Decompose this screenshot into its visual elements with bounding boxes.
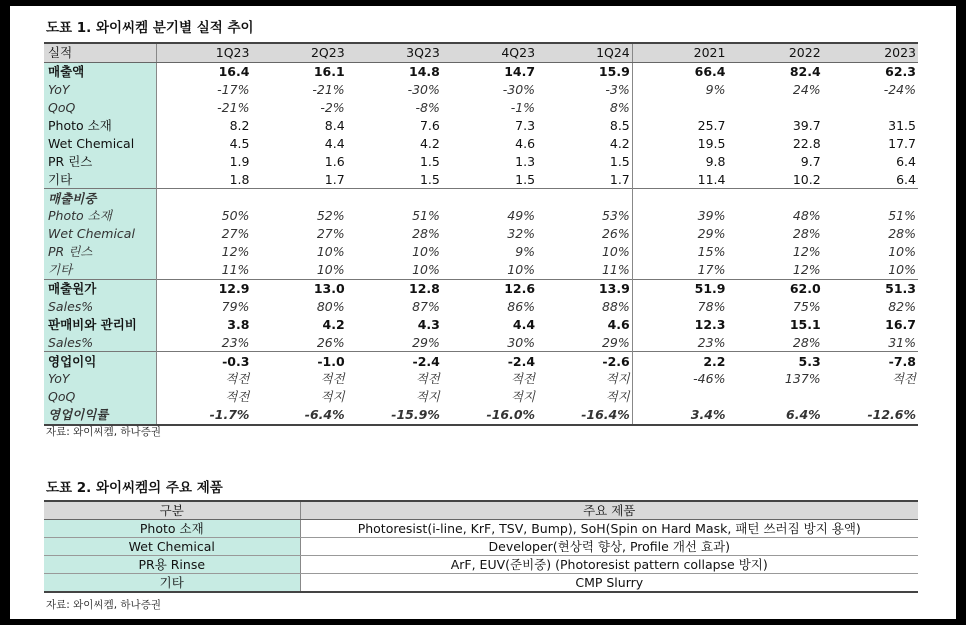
- value-cell: [442, 189, 537, 207]
- value-cell: 17%: [632, 261, 727, 279]
- row-label: 영업이익률: [44, 406, 156, 425]
- value-cell: 16.4: [218, 64, 250, 80]
- row-label: 영업이익: [44, 352, 156, 370]
- value-cell: 적전: [510, 371, 536, 387]
- value-cell: 10%: [316, 244, 345, 260]
- value-cell: 62.3: [885, 64, 916, 80]
- value-cell: 4.4: [324, 135, 345, 151]
- value-cell: -2%: [320, 100, 345, 116]
- value-cell: 9.7: [800, 153, 821, 169]
- value-cell: -2.4: [442, 352, 537, 370]
- row-label: Sales%: [44, 297, 156, 315]
- row-label: QoQ: [44, 99, 156, 117]
- value-cell: -2.6: [537, 352, 632, 370]
- value-cell: 10%: [507, 262, 536, 278]
- value-cell: 4.6: [607, 316, 630, 332]
- value-cell: [823, 189, 918, 207]
- value-cell: 12%: [792, 262, 821, 278]
- value-cell: 23%: [632, 333, 727, 351]
- value-cell: 적전: [320, 371, 345, 387]
- value-cell: -6.4%: [251, 406, 346, 425]
- value-cell: 1.7: [609, 171, 630, 187]
- header-cell: 1Q24: [537, 43, 632, 62]
- value-cell: 28%: [792, 226, 821, 242]
- value-cell: 87%: [412, 298, 440, 314]
- value-cell: 29%: [601, 334, 630, 350]
- value-cell: 26%: [316, 334, 345, 350]
- value-cell: -46%: [632, 370, 727, 388]
- value-cell: -21%: [312, 82, 345, 98]
- value-cell: [347, 189, 442, 207]
- value-cell: 4.2: [419, 135, 440, 151]
- value-cell: 51%: [888, 208, 916, 224]
- table-row: [44, 189, 918, 207]
- value-cell: 88%: [601, 298, 630, 314]
- value-cell: -8%: [415, 100, 440, 116]
- value-cell: 11.4: [632, 170, 727, 188]
- value-cell: -12.6%: [823, 406, 918, 425]
- table-row: [44, 388, 918, 406]
- value-cell: 14.8: [409, 64, 440, 80]
- category-cell: 기타: [44, 574, 300, 593]
- table-row: [44, 225, 918, 243]
- value-cell: 137%: [784, 371, 821, 387]
- table-row: [44, 406, 918, 425]
- table-row: [44, 99, 918, 117]
- value-cell: 25.7: [632, 117, 727, 135]
- value-cell: 82%: [888, 298, 916, 314]
- value-cell: 16.1: [313, 64, 345, 80]
- value-cell: [823, 388, 918, 406]
- header-cell: 2023: [823, 43, 918, 62]
- header-cell: 2Q23: [251, 43, 346, 62]
- value-cell: 12.6: [442, 279, 537, 297]
- value-cell: 10%: [888, 244, 916, 260]
- table-row: [44, 279, 918, 297]
- value-cell: 19.5: [632, 134, 727, 152]
- row-label: 판매비와 관리비: [44, 315, 156, 333]
- value-cell: 9.8: [632, 152, 727, 170]
- value-cell: 3.8: [227, 316, 250, 332]
- products-table: [44, 500, 918, 593]
- value-cell: 27%: [316, 226, 345, 242]
- value-cell: 6.4: [896, 153, 916, 169]
- value-cell: 51.9: [632, 279, 727, 297]
- value-cell: 51%: [412, 208, 440, 224]
- value-cell: 12.8: [347, 279, 442, 297]
- table2-title: 도표 2. 와이씨켐의 주요 제품: [46, 480, 223, 496]
- quarterly-results-table: [44, 42, 918, 426]
- value-cell: 29%: [412, 334, 440, 350]
- value-cell: 10%: [888, 262, 916, 278]
- value-cell: [632, 189, 727, 207]
- row-label: Wet Chemical: [44, 134, 156, 152]
- value-cell: 적지: [320, 389, 345, 405]
- value-cell: 12.3: [632, 315, 727, 333]
- category-cell: Wet Chemical: [44, 538, 300, 556]
- row-label: PR 린스: [44, 152, 156, 170]
- value-cell: 15.9: [598, 64, 630, 80]
- value-cell: 12%: [792, 244, 821, 260]
- value-cell: 적전: [415, 371, 440, 387]
- value-cell: 2.2: [632, 352, 727, 370]
- value-cell: [727, 99, 822, 117]
- row-label: 매출비중: [44, 189, 156, 207]
- row-label: Photo 소재: [44, 207, 156, 225]
- value-cell: 12.9: [156, 279, 251, 297]
- value-cell: 28%: [888, 226, 916, 242]
- value-cell: 4.5: [229, 135, 250, 151]
- row-label: 기타: [44, 261, 156, 279]
- value-cell: 4.4: [512, 316, 536, 332]
- value-cell: 31.5: [888, 118, 916, 133]
- value-cell: [632, 388, 727, 406]
- value-cell: -21%: [217, 100, 250, 116]
- value-cell: -16.4%: [537, 406, 632, 425]
- value-cell: 9%: [632, 81, 727, 99]
- product-cell: Photoresist(i-line, KrF, TSV, Bump), SoH(Spin on Hard Mask, 패턴 쓰러짐 방지 용액): [300, 520, 918, 538]
- product-cell: CMP Slurry: [300, 574, 918, 593]
- row-label: 기타: [44, 170, 156, 188]
- header-cell: 1Q23: [156, 43, 251, 62]
- value-cell: -24%: [883, 82, 916, 98]
- value-cell: 7.6: [419, 118, 440, 133]
- value-cell: 8.5: [609, 118, 630, 133]
- value-cell: 적지: [605, 389, 630, 405]
- value-cell: 32%: [507, 226, 536, 242]
- value-cell: 1.9: [229, 153, 250, 169]
- value-cell: 11%: [601, 262, 630, 278]
- table-row: [44, 207, 918, 225]
- value-cell: 52%: [316, 208, 345, 224]
- value-cell: 10.2: [792, 171, 821, 187]
- value-cell: 1.5: [419, 171, 440, 187]
- table-row: [44, 261, 918, 279]
- value-cell: 51.3: [823, 279, 918, 297]
- table-row: [44, 170, 918, 188]
- table-row: [44, 556, 918, 574]
- table1-source: 자료: 와이씨켐, 하나증권: [46, 426, 161, 438]
- category-cell: Photo 소재: [44, 520, 300, 538]
- value-cell: 1.7: [324, 171, 345, 187]
- value-cell: -1.7%: [156, 406, 251, 425]
- row-label: QoQ: [44, 388, 156, 406]
- value-cell: 22.8: [792, 135, 821, 151]
- value-cell: [727, 189, 822, 207]
- value-cell: -1%: [510, 100, 536, 116]
- value-cell: 86%: [507, 298, 536, 314]
- row-label: Wet Chemical: [44, 225, 156, 243]
- header-cell: 실적: [44, 43, 156, 62]
- table-row: [44, 62, 918, 80]
- header-cell: 구분: [44, 501, 300, 520]
- table-row: [44, 352, 918, 370]
- value-cell: 24%: [792, 82, 821, 98]
- header-cell: 주요 제품: [300, 501, 918, 520]
- value-cell: -30%: [407, 82, 440, 98]
- header-cell: 2021: [632, 43, 727, 62]
- value-cell: 6.4%: [727, 406, 822, 425]
- value-cell: 79%: [221, 298, 250, 314]
- value-cell: 27%: [221, 226, 250, 242]
- value-cell: 82.4: [789, 64, 821, 80]
- value-cell: 8%: [609, 100, 630, 116]
- value-cell: 50%: [221, 208, 250, 224]
- value-cell: -3%: [605, 82, 630, 98]
- table-row: [44, 538, 918, 556]
- value-cell: 6.4: [896, 171, 916, 187]
- table-row: [44, 134, 918, 152]
- value-cell: [823, 99, 918, 117]
- value-cell: 78%: [632, 297, 727, 315]
- table1-title: 도표 1. 와이씨켐 분기별 실적 추이: [46, 20, 254, 36]
- table-row: [44, 520, 918, 538]
- value-cell: 13.0: [251, 279, 346, 297]
- value-cell: 9%: [515, 244, 536, 260]
- table-row: [44, 370, 918, 388]
- value-cell: 48%: [792, 208, 821, 224]
- value-cell: 14.7: [504, 64, 536, 80]
- value-cell: 53%: [601, 208, 630, 224]
- table-row: [44, 297, 918, 315]
- value-cell: -7.8: [823, 352, 918, 370]
- table2-header-row: [44, 501, 918, 520]
- value-cell: 75%: [792, 298, 821, 314]
- value-cell: 1.6: [324, 153, 345, 169]
- value-cell: -16.0%: [442, 406, 537, 425]
- table-row: [44, 117, 918, 135]
- category-cell: PR용 Rinse: [44, 556, 300, 574]
- value-cell: 4.6: [515, 135, 536, 151]
- value-cell: 13.9: [537, 279, 632, 297]
- value-cell: 28%: [792, 334, 821, 350]
- value-cell: 4.3: [417, 316, 440, 332]
- product-cell: ArF, EUV(준비중) (Photoresist pattern collapse 방지): [300, 556, 918, 574]
- value-cell: [156, 189, 251, 207]
- report-page: [10, 6, 956, 619]
- value-cell: -30%: [502, 82, 536, 98]
- row-label: 매출액: [44, 62, 156, 80]
- value-cell: 8.2: [229, 118, 250, 133]
- row-label: PR 린스: [44, 243, 156, 261]
- value-cell: 10%: [412, 244, 440, 260]
- product-cell: Developer(현상력 향상, Profile 개선 효과): [300, 538, 918, 556]
- row-label: Photo 소재: [44, 117, 156, 135]
- value-cell: 15%: [632, 243, 727, 261]
- value-cell: -1.0: [251, 352, 346, 370]
- value-cell: 62.0: [727, 279, 822, 297]
- row-label: YoY: [44, 370, 156, 388]
- value-cell: 66.4: [632, 62, 727, 80]
- value-cell: 적전: [891, 371, 916, 387]
- value-cell: 30%: [507, 334, 536, 350]
- value-cell: 적지: [605, 371, 630, 387]
- value-cell: [632, 99, 727, 117]
- value-cell: 39.7: [792, 118, 821, 133]
- value-cell: 1.5: [419, 153, 440, 169]
- value-cell: 1.5: [515, 171, 536, 187]
- table-row: [44, 243, 918, 261]
- value-cell: 적지: [415, 389, 440, 405]
- table1-header-row: [44, 43, 918, 62]
- value-cell: -17%: [217, 82, 250, 98]
- table-row: [44, 574, 918, 593]
- value-cell: 1.3: [515, 153, 536, 169]
- value-cell: 11%: [221, 262, 250, 278]
- value-cell: 10%: [412, 262, 440, 278]
- value-cell: 적전: [225, 389, 250, 405]
- value-cell: 31%: [888, 334, 916, 350]
- value-cell: 4.2: [322, 316, 345, 332]
- value-cell: 80%: [316, 298, 345, 314]
- value-cell: 12%: [221, 244, 250, 260]
- table-row: [44, 81, 918, 99]
- value-cell: [251, 189, 346, 207]
- value-cell: 5.3: [727, 352, 822, 370]
- header-cell: 3Q23: [347, 43, 442, 62]
- value-cell: 26%: [601, 226, 630, 242]
- value-cell: 28%: [412, 226, 440, 242]
- value-cell: 7.3: [515, 118, 536, 133]
- table-row: [44, 315, 918, 333]
- row-label: 매출원가: [44, 279, 156, 297]
- value-cell: 8.4: [324, 118, 345, 133]
- value-cell: 적전: [225, 371, 250, 387]
- value-cell: -15.9%: [347, 406, 442, 425]
- value-cell: 16.7: [885, 316, 916, 332]
- table-row: [44, 333, 918, 351]
- value-cell: -2.4: [347, 352, 442, 370]
- table-row: [44, 152, 918, 170]
- header-cell: 4Q23: [442, 43, 537, 62]
- table2-source: 자료: 와이씨켐, 하나증권: [46, 599, 161, 611]
- value-cell: 23%: [221, 334, 250, 350]
- row-label: YoY: [44, 81, 156, 99]
- value-cell: 49%: [507, 208, 536, 224]
- value-cell: 10%: [316, 262, 345, 278]
- value-cell: [727, 388, 822, 406]
- value-cell: 적지: [510, 389, 536, 405]
- value-cell: 1.5: [609, 153, 630, 169]
- value-cell: 3.4%: [632, 406, 727, 425]
- value-cell: 1.8: [229, 171, 250, 187]
- value-cell: 10%: [601, 244, 630, 260]
- value-cell: 15.1: [789, 316, 821, 332]
- value-cell: 39%: [632, 207, 727, 225]
- value-cell: -0.3: [156, 352, 251, 370]
- value-cell: [537, 189, 632, 207]
- header-cell: 2022: [727, 43, 822, 62]
- value-cell: 17.7: [888, 135, 916, 151]
- row-label: Sales%: [44, 333, 156, 351]
- value-cell: 4.2: [609, 135, 630, 151]
- value-cell: 29%: [632, 225, 727, 243]
